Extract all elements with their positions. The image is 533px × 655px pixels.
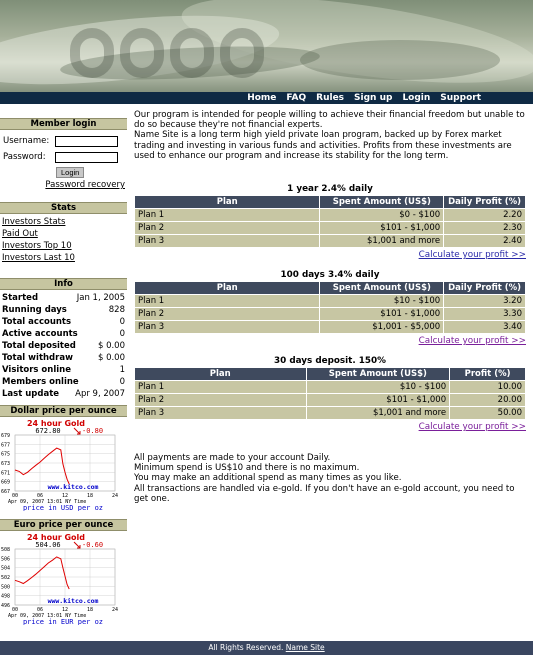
y-tick-label: 677 xyxy=(1,442,11,449)
chart-site: www.kitco.com xyxy=(47,597,99,605)
chart-heading: 24 hour Gold xyxy=(26,419,86,428)
info-key: Total deposited xyxy=(2,341,76,351)
stats-paid-out-link[interactable]: Paid Out xyxy=(2,229,38,239)
col-header: Plan xyxy=(135,282,320,295)
plan-name: Plan 1 xyxy=(135,381,307,394)
x-tick-label: 00 xyxy=(11,607,19,613)
y-tick-label: 498 xyxy=(1,593,11,600)
info-row xyxy=(0,316,127,328)
chart-unit: price in EUR per oz xyxy=(22,618,104,625)
gold-usd-title: Dollar price per ounce xyxy=(0,405,127,417)
footer-site-link[interactable]: Name Site xyxy=(285,643,325,652)
login-title: Member login xyxy=(0,118,127,130)
x-tick-label: 18 xyxy=(86,607,94,613)
login-button[interactable]: Login xyxy=(56,167,84,178)
info-value: 828 xyxy=(108,305,125,315)
table-row xyxy=(135,321,526,334)
calculate-profit-link[interactable]: Calculate your profit >> xyxy=(418,336,526,347)
profit-value: 2.20 xyxy=(444,209,526,222)
info-value: 0 xyxy=(119,317,125,327)
table-row xyxy=(135,235,526,248)
stats-top10-link[interactable]: Investors Top 10 xyxy=(2,241,72,251)
footer-text: All Rights Reserved. xyxy=(208,643,284,652)
profit-value: 3.40 xyxy=(444,321,526,334)
spent-amount: $101 - $1,000 xyxy=(306,394,450,407)
info-row xyxy=(0,364,127,376)
info-row xyxy=(0,340,127,352)
col-header: Plan xyxy=(135,368,307,381)
col-header: Daily Profit (%) xyxy=(444,282,526,295)
plan-name: Plan 2 xyxy=(135,308,320,321)
profit-value: 50.00 xyxy=(450,407,526,420)
calculate-profit-link[interactable]: Calculate your profit >> xyxy=(418,250,526,261)
x-tick-label: 00 xyxy=(11,493,19,499)
info-row xyxy=(0,328,127,340)
info-row xyxy=(0,304,127,316)
spent-amount: $1,001 and more xyxy=(306,407,450,420)
col-header: Spent Amount (US$) xyxy=(320,196,444,209)
table-row xyxy=(135,381,526,394)
note-line: All transactions are handled via e-gold. If you don't have an e-gold account, you need to get one. xyxy=(134,483,515,504)
info-key: Running days xyxy=(2,305,67,315)
plan-group-title: 100 days 3.4% daily xyxy=(280,270,380,281)
intro-paragraph: Name Site is a long term high yield private loan program, backed up by Forex market trading and investing in various funds and activities. Profits from these investments are used to enhance our program and increase its stability for the long term. xyxy=(134,130,512,161)
plan-name: Plan 2 xyxy=(135,394,307,407)
plan-name: Plan 1 xyxy=(135,209,320,222)
top-nav xyxy=(247,92,481,104)
plan-name: Plan 3 xyxy=(135,321,320,334)
chart-price: 672.80 xyxy=(35,427,61,435)
y-tick-label: 502 xyxy=(1,575,11,581)
footer xyxy=(0,641,533,655)
banner-graphic xyxy=(70,28,330,83)
profit-value: 2.30 xyxy=(444,222,526,235)
y-tick-label: 506 xyxy=(1,556,11,563)
col-header: Daily Profit (%) xyxy=(444,196,526,209)
chart-change: -0.60 xyxy=(82,541,104,549)
stats-investors-link[interactable]: Investors Stats xyxy=(2,217,66,227)
main-content xyxy=(134,110,526,504)
header-banner xyxy=(0,0,533,104)
username-row xyxy=(0,133,127,149)
spent-amount: $10 - $100 xyxy=(320,295,444,308)
spent-amount: $1,001 and more xyxy=(320,235,444,248)
info-value: 0 xyxy=(119,329,125,339)
plan-group-title: 30 days deposit. 150% xyxy=(274,356,386,367)
spent-amount: $101 - $1,000 xyxy=(320,308,444,321)
col-header: Profit (%) xyxy=(450,368,526,381)
plan-name: Plan 1 xyxy=(135,295,320,308)
payment-notes xyxy=(134,453,526,504)
col-header: Plan xyxy=(135,196,320,209)
chart-price: 504.06 xyxy=(35,541,61,549)
info-key: Active accounts xyxy=(2,329,78,339)
stats-last10-link[interactable]: Investors Last 10 xyxy=(2,253,75,263)
table-row xyxy=(135,407,526,420)
col-header: Spent Amount (US$) xyxy=(306,368,450,381)
plan-name: Plan 2 xyxy=(135,222,320,235)
plan-table xyxy=(134,195,526,248)
x-tick-label: 06 xyxy=(36,493,44,499)
intro-paragraph: Our program is intended for people willing to achieve their financial freedom but unable to do so because they're not financial experts. xyxy=(134,110,525,131)
note-line: You may make an additional spend as many times as you like. xyxy=(134,473,402,484)
password-recovery-link[interactable]: Password recovery xyxy=(45,180,125,190)
info-row xyxy=(0,292,127,304)
y-tick-label: 504 xyxy=(1,565,11,572)
plan-table xyxy=(134,281,526,334)
nav-signup[interactable]: Sign up xyxy=(354,93,393,103)
nav-home[interactable]: Home xyxy=(247,93,277,103)
calculate-profit-link[interactable]: Calculate your profit >> xyxy=(418,422,526,433)
profit-value: 20.00 xyxy=(450,394,526,407)
note-line: All payments are made to your account Daily. xyxy=(134,453,331,464)
plan-name: Plan 3 xyxy=(135,407,307,420)
spent-amount: $10 - $100 xyxy=(306,381,450,394)
intro-text xyxy=(134,110,526,161)
y-tick-label: 667 xyxy=(1,489,11,495)
info-row xyxy=(0,376,127,388)
spent-amount: $0 - $100 xyxy=(320,209,444,222)
gold-eur-title: Euro price per ounce xyxy=(0,519,127,531)
table-row xyxy=(135,209,526,222)
password-input[interactable] xyxy=(55,152,118,163)
nav-bar xyxy=(0,92,533,104)
chart-date: Apr 09, 2007 13:01 NY Time xyxy=(8,613,87,619)
y-tick-label: 669 xyxy=(1,479,11,486)
info-row xyxy=(0,352,127,364)
y-tick-label: 496 xyxy=(1,603,11,609)
nav-login[interactable]: Login xyxy=(402,93,431,103)
spent-amount: $101 - $1,000 xyxy=(320,222,444,235)
info-value: Apr 9, 2007 xyxy=(75,389,125,399)
table-row xyxy=(135,222,526,235)
nav-faq[interactable]: FAQ xyxy=(286,93,307,103)
chart-site: www.kitco.com xyxy=(47,483,99,491)
gold-eur-chart xyxy=(0,533,127,625)
info-key: Members online xyxy=(2,377,79,387)
username-label: Username: xyxy=(3,136,50,146)
y-tick-label: 671 xyxy=(1,470,11,477)
profit-value: 10.00 xyxy=(450,381,526,394)
x-tick-label: 24 xyxy=(111,493,119,499)
info-key: Total accounts xyxy=(2,317,72,327)
y-tick-label: 675 xyxy=(1,451,11,458)
password-row xyxy=(0,149,127,165)
chart-change: -0.80 xyxy=(82,427,104,435)
nav-rules[interactable]: Rules xyxy=(316,93,345,103)
x-tick-label: 12 xyxy=(61,607,69,613)
info-title: Info xyxy=(0,278,127,290)
info-key: Last update xyxy=(2,389,60,399)
info-value: $ 0.00 xyxy=(97,341,125,351)
nav-support[interactable]: Support xyxy=(440,93,481,103)
table-row xyxy=(135,308,526,321)
y-tick-label: 500 xyxy=(1,584,11,591)
banner-wave xyxy=(300,40,500,80)
info-key: Total withdraw xyxy=(2,353,73,363)
y-tick-label: 679 xyxy=(1,433,11,439)
spent-amount: $1,001 - $5,000 xyxy=(320,321,444,334)
x-tick-label: 06 xyxy=(36,607,44,613)
info-row xyxy=(0,388,127,400)
plan-group-title: 1 year 2.4% daily xyxy=(287,184,373,195)
info-value: 0 xyxy=(119,377,125,387)
table-row xyxy=(135,394,526,407)
info-value: $ 0.00 xyxy=(97,353,125,363)
info-value: Jan 1, 2005 xyxy=(76,293,125,303)
x-tick-label: 12 xyxy=(61,493,69,499)
info-key: Started xyxy=(2,293,39,303)
plan-table xyxy=(134,367,526,420)
plan-name: Plan 3 xyxy=(135,235,320,248)
note-line: Minimum spend is US$10 and there is no maximum. xyxy=(134,463,360,474)
y-tick-label: 508 xyxy=(1,547,11,553)
info-key: Visitors online xyxy=(2,365,71,375)
x-tick-label: 18 xyxy=(86,493,94,499)
chart-heading: 24 hour Gold xyxy=(26,533,86,542)
chart-date: Apr 09, 2007 13:01 NY Time xyxy=(8,499,87,505)
chart-unit: price in USD per oz xyxy=(22,504,104,511)
info-value: 1 xyxy=(119,365,125,375)
username-input[interactable] xyxy=(55,136,118,147)
profit-value: 2.40 xyxy=(444,235,526,248)
profit-value: 3.30 xyxy=(444,308,526,321)
sidebar xyxy=(0,118,127,625)
y-tick-label: 673 xyxy=(1,461,11,467)
password-label: Password: xyxy=(3,152,46,162)
x-tick-label: 24 xyxy=(111,607,119,613)
table-row xyxy=(135,295,526,308)
stats-title: Stats xyxy=(0,202,127,214)
profit-value: 3.20 xyxy=(444,295,526,308)
gold-usd-chart xyxy=(0,419,127,511)
col-header: Spent Amount (US$) xyxy=(320,282,444,295)
